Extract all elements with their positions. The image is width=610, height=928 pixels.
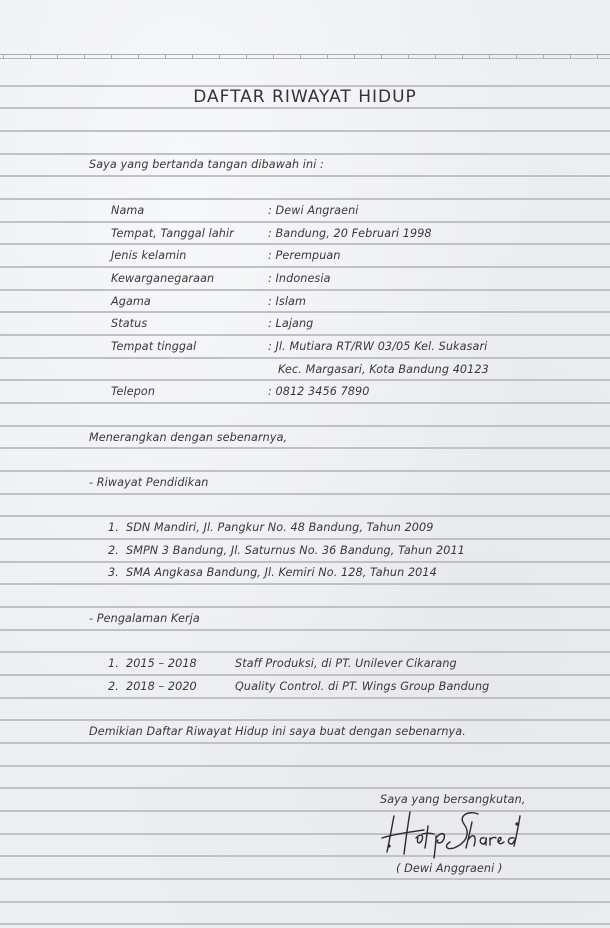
signature-label-row <box>0 788 610 810</box>
info-label: Tempat, Tanggal lahir <box>111 226 234 240</box>
info-value: : Bandung, 20 Februari 1998 <box>268 226 432 240</box>
tick-mark <box>111 54 112 59</box>
tick-mark <box>165 54 166 59</box>
tick-mark <box>30 54 31 59</box>
info-value: : Jl. Mutiara RT/RW 03/05 Kel. Sukasari <box>268 339 488 353</box>
education-item <box>0 516 610 538</box>
rule-line <box>0 130 610 132</box>
education-heading-row <box>0 471 610 493</box>
info-row-address <box>0 335 610 357</box>
tick-mark <box>84 54 85 59</box>
rule-line <box>0 493 610 495</box>
info-label: Jenis kelamin <box>111 248 187 262</box>
info-row-name <box>0 199 610 221</box>
education-item <box>0 561 610 583</box>
list-number: 2. <box>108 543 119 557</box>
tick-mark <box>516 54 517 59</box>
education-text: SMPN 3 Bandung, Jl. Saturnus No. 36 Bandung, Tahun 2011 <box>126 543 465 557</box>
education-item <box>0 539 610 561</box>
work-period: 2018 – 2020 <box>126 679 197 693</box>
info-value: Kec. Margasari, Kota Bandung 40123 <box>278 362 489 376</box>
tick-mark <box>3 54 4 59</box>
rule-line <box>0 923 610 925</box>
tick-mark <box>327 54 328 59</box>
list-number: 3. <box>108 565 119 579</box>
signature-name-row <box>0 857 610 879</box>
rule-line <box>0 901 610 903</box>
work-item <box>0 675 610 697</box>
tick-mark <box>246 54 247 59</box>
info-row-citizenship <box>0 267 610 289</box>
work-item <box>0 652 610 674</box>
rule-line <box>0 402 610 404</box>
rule-line <box>0 583 610 585</box>
info-label: Tempat tinggal <box>111 339 197 353</box>
tick-mark <box>57 54 58 59</box>
info-value: : Indonesia <box>268 271 331 285</box>
rule-line <box>0 175 610 177</box>
tick-mark <box>138 54 139 59</box>
statement-text: Menerangkan dengan sebenarnya, <box>89 430 288 444</box>
rule-line <box>0 697 610 699</box>
info-label: Nama <box>111 203 145 217</box>
intro-row <box>0 153 610 175</box>
work-text: Quality Control. di PT. Wings Group Bandung <box>235 679 490 693</box>
work-heading: - Pengalaman Kerja <box>89 611 200 625</box>
info-row-address-cont <box>0 358 610 380</box>
list-number: 2. <box>108 679 119 693</box>
info-row-birth <box>0 222 610 244</box>
info-row-phone <box>0 380 610 402</box>
tick-mark <box>570 54 571 59</box>
education-text: SDN Mandiri, Jl. Pangkur No. 48 Bandung, Tahun 2009 <box>126 520 434 534</box>
closing-text: Demikian Daftar Riwayat Hidup ini saya buat dengan sebenarnya. <box>89 724 466 738</box>
education-text: SMA Angkasa Bandung, Jl. Kemiri No. 128, Tahun 2014 <box>126 565 437 579</box>
info-label: Kewarganegaraan <box>111 271 215 285</box>
tick-mark <box>408 54 409 59</box>
rule-line <box>0 629 610 631</box>
top-margin-rule-secondary <box>0 58 610 59</box>
document-title: DAFTAR RIWAYAT HIDUP <box>193 87 417 107</box>
info-row-religion <box>0 290 610 312</box>
info-value: : Dewi Angraeni <box>268 203 359 217</box>
tick-mark <box>354 54 355 59</box>
list-number: 1. <box>108 656 119 670</box>
top-margin-rule <box>0 54 610 55</box>
tick-mark <box>192 54 193 59</box>
rule-line <box>0 765 610 767</box>
closing-row <box>0 720 610 742</box>
signature-name: ( Dewi Anggraeni ) <box>396 861 503 875</box>
tick-mark <box>219 54 220 59</box>
info-row-status <box>0 312 610 334</box>
tick-mark <box>300 54 301 59</box>
info-value: : 0812 3456 7890 <box>268 384 370 398</box>
work-text: Staff Produksi, di PT. Unilever Cikarang <box>235 656 457 670</box>
tick-mark <box>462 54 463 59</box>
tick-mark <box>273 54 274 59</box>
info-label: Status <box>111 316 148 330</box>
tick-mark <box>435 54 436 59</box>
tick-mark <box>381 54 382 59</box>
info-value: : Perempuan <box>268 248 341 262</box>
info-label: Agama <box>111 294 151 308</box>
intro-text: Saya yang bertanda tangan dibawah ini : <box>89 157 324 171</box>
info-value: : Lajang <box>268 316 314 330</box>
work-heading-row <box>0 607 610 629</box>
list-number: 1. <box>108 520 119 534</box>
tick-mark <box>543 54 544 59</box>
rule-line <box>0 742 610 744</box>
tick-mark <box>597 54 598 59</box>
work-period: 2015 – 2018 <box>126 656 197 670</box>
signature-label: Saya yang bersangkutan, <box>380 792 526 806</box>
info-row-gender <box>0 244 610 266</box>
info-value: : Islam <box>268 294 307 308</box>
education-heading: - Riwayat Pendidikan <box>89 475 209 489</box>
statement-row <box>0 426 610 448</box>
handwritten-signature-icon <box>380 808 530 860</box>
tick-mark <box>489 54 490 59</box>
info-label: Telepon <box>111 384 156 398</box>
